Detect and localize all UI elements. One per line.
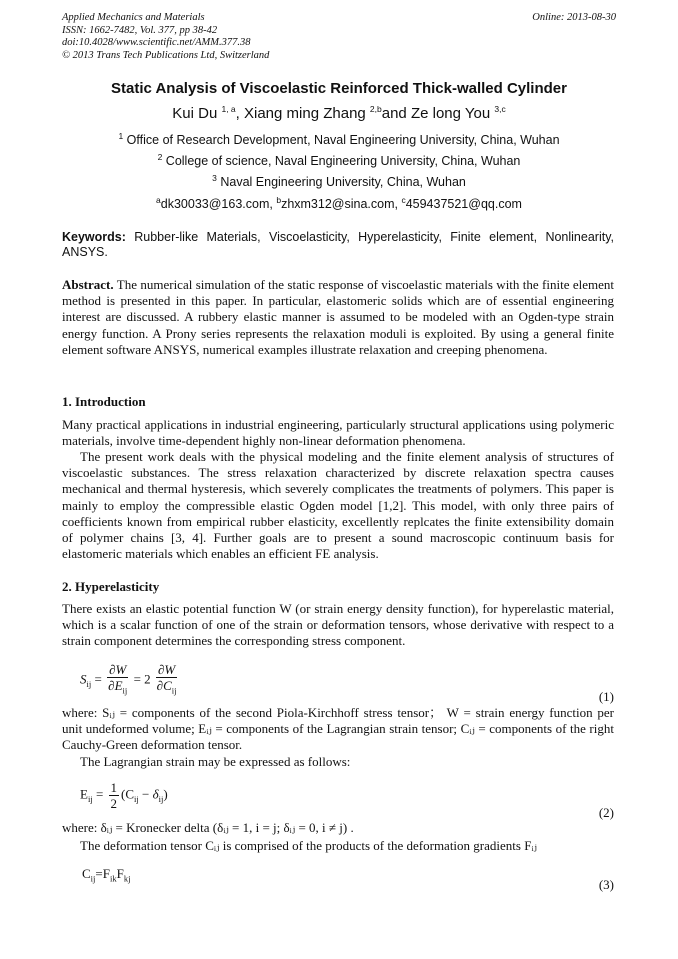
doi-line: doi:10.4028/www.scientific.net/AMM.377.38 xyxy=(62,37,251,48)
eq1-den-1-sub: ij xyxy=(122,685,128,696)
eq2-minus: − xyxy=(138,786,153,802)
abstract-text: The numerical simulation of the static response of viscoelastic materials with the finite element method is presented in this paper. In particular, elastomeric solids which are of essential engineering interest are discussed. A rubbery elastic manner is assumed to be modeled with an Ogden-type strain energy function. A Prony series represents the relaxation moduli is exploited. By using a general finite element software ANSYS, numerical examples illustrate relaxation and creeping phenomena. xyxy=(62,277,614,357)
keywords-label: Keywords: xyxy=(62,230,126,244)
eq1-num-2: ∂W xyxy=(157,662,176,677)
eq1-den-1: ∂E xyxy=(108,678,123,693)
author-1-sup: 1, a xyxy=(221,104,236,114)
eq2-lhs: E xyxy=(80,786,88,802)
where-paragraph-1: where: Sᵢⱼ = components of the second Piola-Kirchhoff stress tensor； W = strain energy function per unit undeformed volume; Eᵢⱼ = components of the Lagrangian strain tensor; Cᵢⱼ = components of the right Cauchy-Green deformation tensor. xyxy=(62,705,614,753)
hyper-paragraph-1: There exists an elastic potential function W (or strain energy density function), for hyperelastic material, which is a scalar function of one of the strain or deformation tensors, whose derivative with respect to a strain component determines the corresponding stress component. xyxy=(62,601,614,649)
email-a-sup: a xyxy=(156,195,161,205)
online-date: Online: 2013-08-30 xyxy=(532,12,616,23)
eq3-rhs-1: =F xyxy=(95,866,110,881)
equation-3-number: (3) xyxy=(598,877,614,892)
author-line xyxy=(0,104,678,122)
journal-name: Applied Mechanics and Materials xyxy=(62,12,205,23)
paper-title: Static Analysis of Viscoelastic Reinforced Thick-walled Cylinder xyxy=(111,80,567,97)
keywords-text: Rubber-like Materials, Viscoelasticity, Hyperelasticity, Finite element, Nonlinearity, ANSYS. xyxy=(62,230,614,259)
affiliation-3 xyxy=(0,173,678,189)
eq2-body-close: ) xyxy=(163,786,168,802)
eq2-fraction xyxy=(109,780,120,811)
affiliation-1 xyxy=(0,131,678,147)
affiliation-1-sup: 1 xyxy=(118,131,124,141)
section-heading-hyperelasticity: 2. Hyperelasticity xyxy=(62,579,160,594)
where-paragraph-2: where: δᵢⱼ = Kronecker delta (δᵢⱼ = 1, i = j; δᵢⱼ = 0, i ≠ j) . xyxy=(62,820,354,835)
abstract-label: Abstract. xyxy=(62,277,114,292)
copyright-line: © 2013 Trans Tech Publications Ltd, Switzerland xyxy=(62,49,270,61)
affiliation-3-text: Naval Engineering University, China, Wuhan xyxy=(216,175,466,190)
equation-2 xyxy=(80,780,168,811)
eq1-lhs-sub: ij xyxy=(86,678,92,689)
eq2-num: 1 xyxy=(110,780,118,795)
eq2-body-sub: ij xyxy=(134,794,139,805)
eq3-lhs-sub: ij xyxy=(90,873,96,884)
journal-header xyxy=(62,12,269,62)
eq3-rhs-2: F xyxy=(116,866,124,881)
eq2-lhs-sub: ij xyxy=(87,794,93,805)
keywords xyxy=(62,230,614,260)
eq3-lhs: C xyxy=(82,866,91,881)
equation-1-number: (1) xyxy=(598,689,614,704)
intro-paragraph-1: Many practical applications in industrial engineering, particularly structural applications using polymeric materials, involve time-dependent highly non-linear deformation phenomena. xyxy=(62,417,614,449)
affiliation-2-text: College of science, Naval Engineering University, China, Wuhan xyxy=(162,154,521,169)
email-b-sup: b xyxy=(276,195,282,205)
abstract xyxy=(62,277,614,358)
intro-paragraph-2: The present work deals with the physical modeling and the finite element analysis of structures of viscoelastic substances. The stress relaxation characterized by discrete relaxation spectra causes mechanical and thermal hysteresis, which severely complicates the treatments of polymers. This paper is mainly to employ the compressible elastic Ogden model [1,2]. This model, with only three pairs of coefficients known from empirical rubber elasticity, excellently replcates the finite extensibility domain of polymer chains [3, 4]. Further goals are to present a sound macroscopic continuum basis for elastomeric materials which enables an efficient FE analysis. xyxy=(62,449,614,562)
email-line xyxy=(0,195,678,211)
eq1-lhs: S xyxy=(80,671,87,687)
eq2-delta-sub: ij xyxy=(158,794,164,805)
eq3-rhs-1-sub: ik xyxy=(109,873,117,884)
author-2-sup: 2,b xyxy=(369,104,382,114)
eq3-rhs-2-sub: kj xyxy=(123,873,131,884)
affiliation-2-sup: 2 xyxy=(157,152,163,162)
eq1-fraction-2 xyxy=(156,662,177,699)
eq2-den: 2 xyxy=(110,796,118,811)
eq2-eq: = xyxy=(95,786,104,802)
author-2: , Xiang ming Zhang xyxy=(235,105,366,122)
eq1-fraction-1 xyxy=(107,662,128,699)
equation-1: $S_{ij}$ = $\frac{\partial W}{\partial E_{ij}}$ = 2 $\frac{\partial W}{\partial C_{ij}}$ xyxy=(80,662,179,699)
issn-line: ISSN: 1662-7482, Vol. 377, pp 38-42 xyxy=(62,24,218,36)
eq1-num-1: ∂W xyxy=(109,662,127,677)
author-3-sup: 3,c xyxy=(494,104,506,114)
equation-2-number: (2) xyxy=(598,805,614,820)
affiliation-2 xyxy=(0,152,678,168)
author-1: Kui Du xyxy=(172,105,218,122)
affiliation-1-text: Office of Research Development, Naval Engineering University, China, Wuhan xyxy=(123,133,560,148)
email-a[interactable]: dk30033@163.com, xyxy=(160,197,277,212)
affiliation-3-sup: 3 xyxy=(212,173,217,183)
author-3: and Ze long You xyxy=(381,105,491,122)
email-c[interactable]: 459437521@qq.com xyxy=(405,197,522,212)
section-heading-introduction: 1. Introduction xyxy=(62,394,146,409)
email-c-sup: c xyxy=(401,195,406,205)
equation-3 xyxy=(82,866,130,884)
lagrangian-intro: The Lagrangian strain may be expressed as follows: xyxy=(80,754,351,769)
eq2-body-open: (C xyxy=(121,786,135,802)
eq1-den-2: ∂C xyxy=(156,678,172,693)
deformation-intro: The deformation tensor Cᵢⱼ is comprised of the products of the deformation gradients Fᵢⱼ xyxy=(80,838,537,853)
email-b[interactable]: zhxm312@sina.com, xyxy=(281,197,402,212)
eq1-den-2-sub: ij xyxy=(171,685,177,696)
eq1-coef: = 2 xyxy=(133,671,151,687)
eq2-delta: δ xyxy=(152,786,159,802)
